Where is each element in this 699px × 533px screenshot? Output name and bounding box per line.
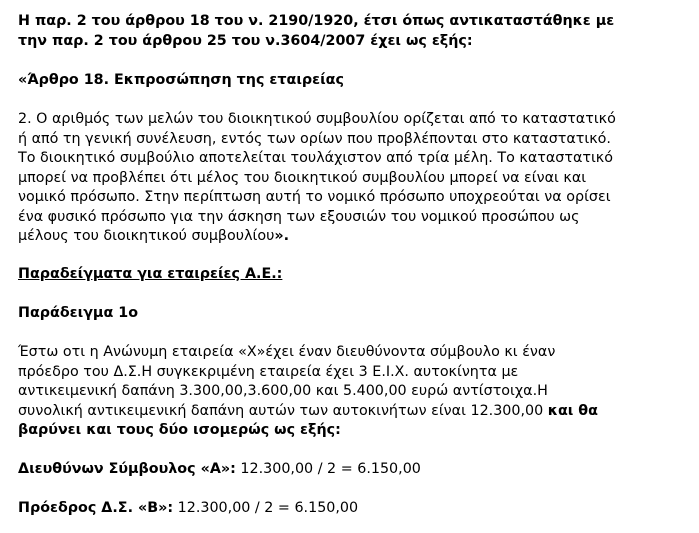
closing-quote-mark: ». [274, 228, 290, 244]
article-line: μπορεί να προβλέπει ότι μέλος του διοικητικού συμβουλίου μπορεί να είναι και [18, 169, 587, 186]
calc-ceo [18, 460, 421, 480]
example-body [18, 343, 598, 441]
article-line: ή από τη γενική συνέλευση, εντός των ορίων που προβλέπονται στο καταστατικό. [18, 130, 611, 147]
example-line-mixed [18, 402, 598, 422]
article-line: Το διοικητικό συμβούλιο αποτελείται τουλάχιστον από τρία μέλη. Το καταστατικό [18, 150, 613, 166]
article-line: ένα φυσικό πρόσωπο για την άσκηση των εξουσιών του νομικού προσώπου ως [18, 208, 580, 225]
article-body [18, 110, 616, 247]
article-line-last [18, 227, 616, 247]
article-line-text: μέλους του διοικητικού συμβουλίου [18, 228, 275, 244]
example-line: πρόεδρο του Δ.Σ.Η συγκεκριμένη εταιρεία έχει 3 Ε.Ι.Χ. αυτοκίνητα με [18, 363, 519, 380]
calc-chair-label: Πρόεδρος Δ.Σ. «Β»: [18, 500, 174, 516]
calc-ceo-value: 12.300,00 / 2 = 6.150,00 [235, 461, 421, 477]
example-line-bold-text: και θα [547, 402, 598, 419]
article-line: νομικό πρόσωπο. Στην περίπτωση αυτή το νομικό πρόσωπο υποχρεούται να ορίσει [18, 189, 611, 205]
example-line: Έστω οτι η Ανώνυμη εταιρεία «Χ»έχει έναν διευθύνοντα σύμβουλο κι έναν [18, 344, 556, 360]
intro-paragraph [18, 12, 614, 51]
article-heading: «Άρθρο 18. Εκπροσώπηση της εταιρείας [18, 72, 344, 88]
calc-chair-value: 12.300,00 / 2 = 6.150,00 [173, 500, 359, 516]
intro-line: Η παρ. 2 του άρθρου 18 του ν. 2190/1920, έτσι όπως αντικαταστάθηκε με [18, 13, 615, 29]
calc-chair [18, 499, 358, 519]
example-line-bold: βαρύνει και τους δύο ισομερώς ως εξής: [18, 422, 341, 438]
examples-heading: Παραδείγματα για εταιρείες Α.Ε.: [18, 266, 283, 282]
example-line-text: συνολική αντικειμενική δαπάνη αυτών των αυτοκινήτων είναι 12.300,00 [18, 402, 548, 419]
calc-ceo-label: Διευθύνων Σύμβουλος «Α»: [18, 461, 236, 477]
intro-line: την παρ. 2 του άρθρου 25 του ν.3604/2007 έχει ως εξής: [18, 32, 473, 49]
article-line: 2. Ο αριθμός των μελών του διοικητικού συμβουλίου ορίζεται από το καταστατικό [18, 111, 616, 127]
example-line: αντικειμενική δαπάνη 3.300,00,3.600,00 και 5.400,00 ευρώ αντίστοιχα.Η [18, 383, 548, 399]
example-title: Παράδειγμα 1ο [18, 305, 139, 321]
